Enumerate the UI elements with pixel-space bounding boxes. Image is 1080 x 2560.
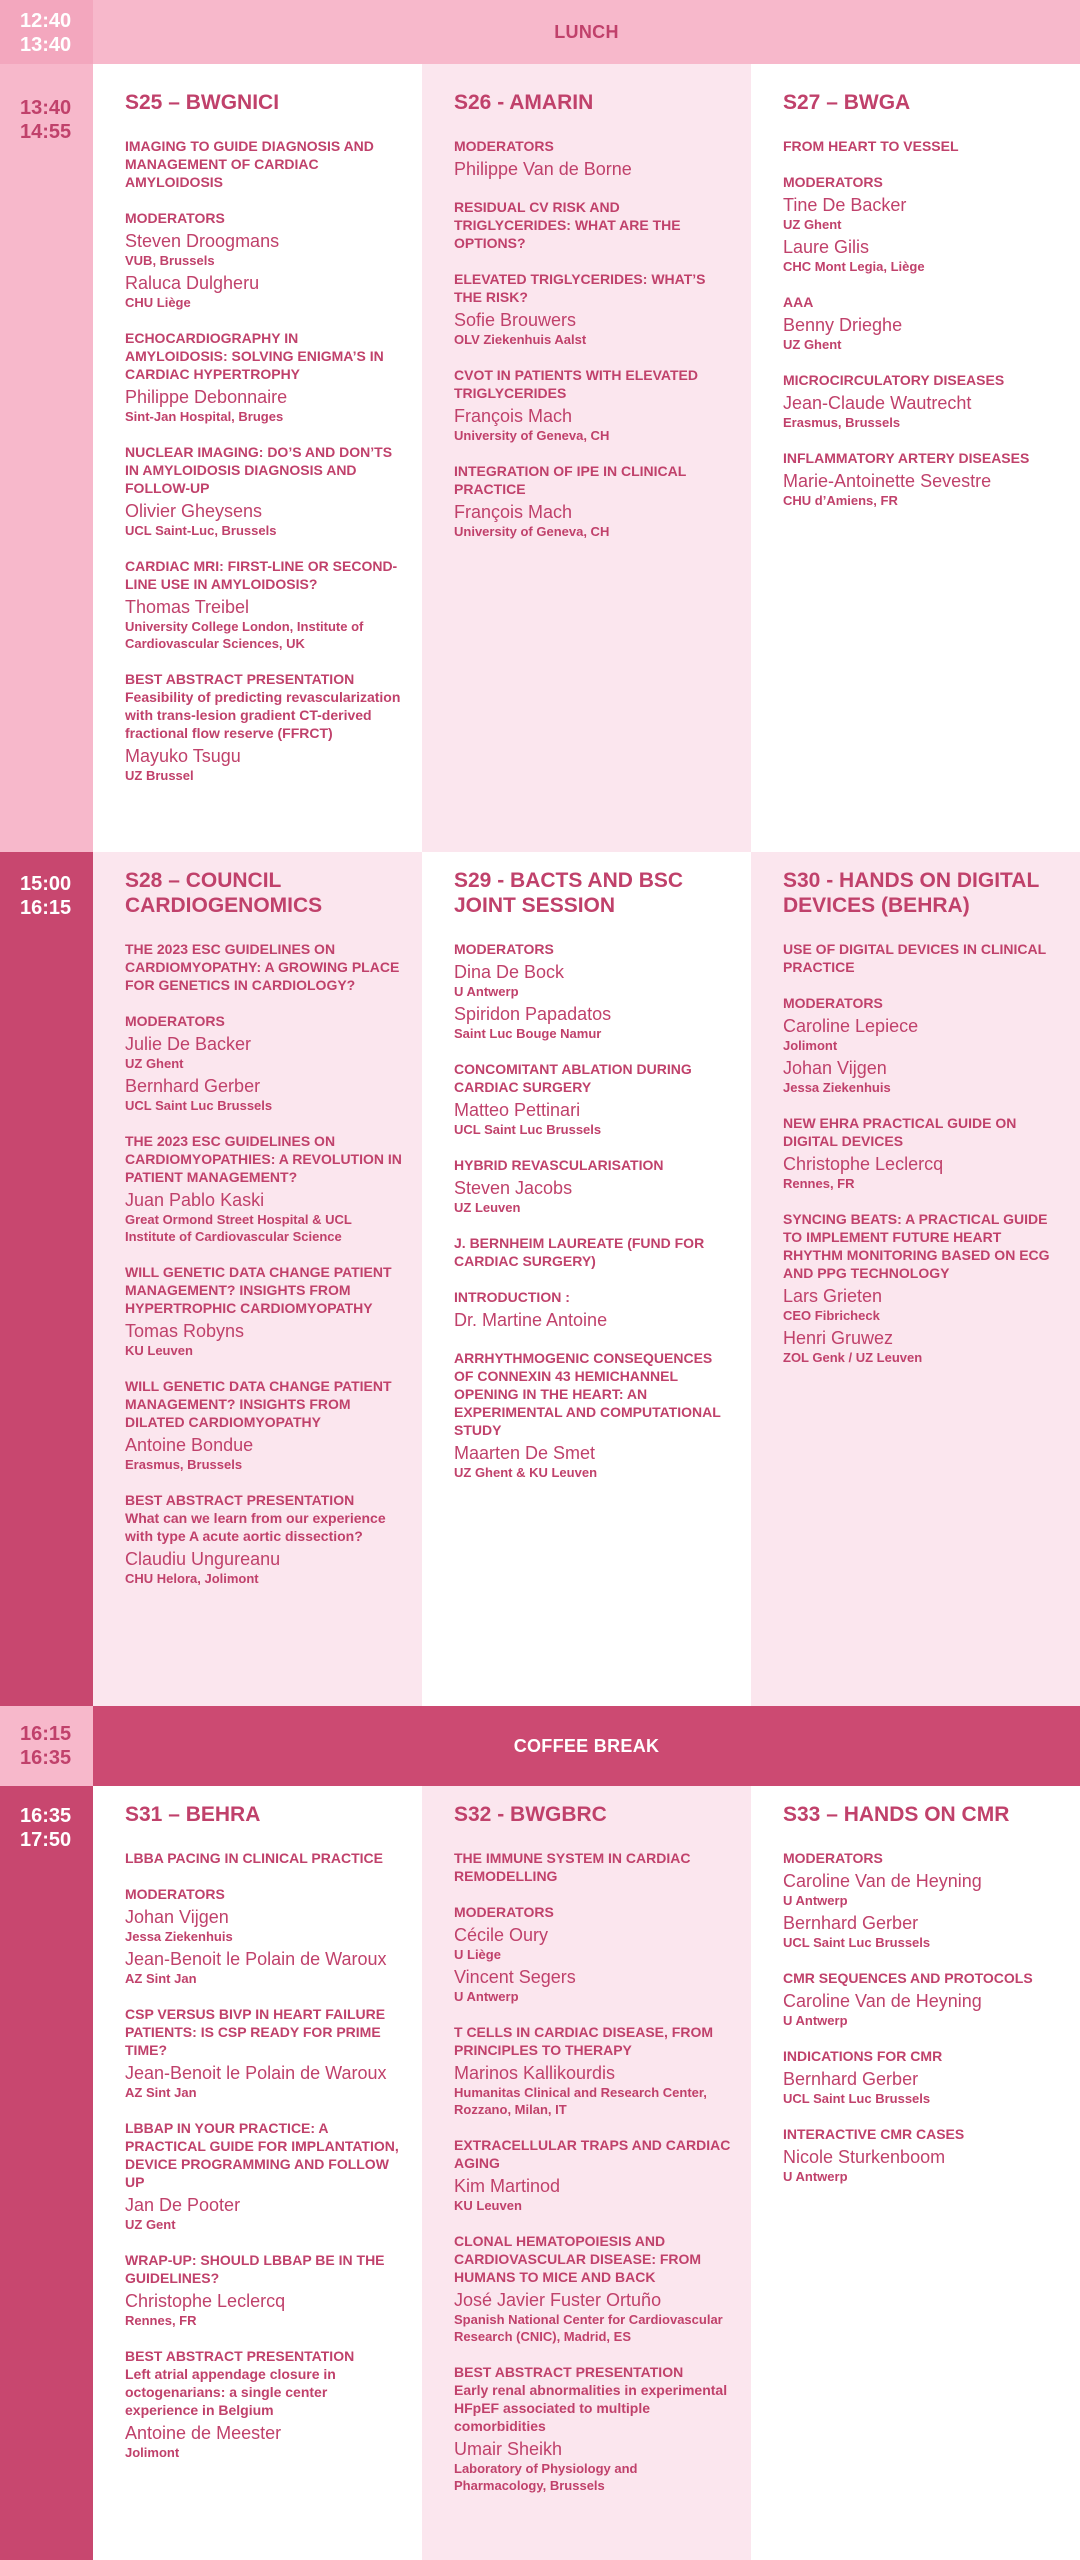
item-heading: THE 2023 ESC GUIDELINES ON CARDIOMYOPATHIES: A REVOLUTION IN PATIENT MANAGEMENT?: [125, 1133, 402, 1185]
item-heading: BEST ABSTRACT PRESENTATION: [125, 671, 355, 687]
speaker-name: Lars Grieten: [783, 1286, 883, 1306]
speaker-affiliation: CHU Liège: [125, 295, 191, 310]
session-title: S26 - AMARIN: [454, 91, 594, 114]
item-heading: CLONAL HEMATOPOIESIS AND CARDIOVASCULAR DISEASE: FROM HUMANS TO MICE AND BACK: [454, 2233, 702, 2285]
session-title: S29 - BACTS AND BSC JOINT SESSION: [454, 869, 684, 917]
speaker-name: Marie-Antoinette Sevestre: [783, 471, 992, 491]
speaker-name: Caroline Van de Heyning: [783, 1991, 982, 2011]
item-heading: THE IMMUNE SYSTEM IN CARDIAC REMODELLING: [454, 1850, 691, 1884]
speaker-affiliation: Rennes, FR: [125, 2313, 197, 2328]
speaker-name: Dr. Martine Antoine: [454, 1310, 608, 1330]
program-item: [125, 940, 404, 994]
speaker-affiliation: UCL Saint Luc Brussels: [125, 1098, 273, 1113]
speaker-affiliation: U Antwerp: [454, 984, 519, 999]
block1-time: [0, 64, 93, 852]
speaker-name: Steven Jacobs: [454, 1178, 573, 1198]
time-end: 16:15: [20, 897, 72, 919]
item-heading: IMAGING TO GUIDE DIAGNOSIS AND MANAGEMENT OF CARDIAC AMYLOIDOSIS: [125, 138, 374, 190]
session-s32: [422, 1786, 751, 2560]
speaker-name: Caroline Van de Heyning: [783, 1871, 982, 1891]
item-heading: NUCLEAR IMAGING: DO’S AND DON’TS IN AMYLOIDOSIS DIAGNOSIS AND FOLLOW-UP: [125, 444, 393, 496]
time-end: 13:40: [20, 34, 72, 56]
speaker-affiliation: Great Ormond Street Hospital & UCL Institute of Cardiovascular Science: [125, 1212, 352, 1244]
item-heading: INDICATIONS FOR CMR: [783, 2048, 943, 2064]
item-heading: ARRHYTHMOGENIC CONSEQUENCES OF CONNEXIN 43 HEMICHANNEL OPENING IN THE HEART: AN EXPERIMENTAL AND COMPUTATIONAL STUDY: [454, 1350, 721, 1438]
program-item: [125, 557, 404, 652]
time-start: 15:00: [20, 873, 72, 895]
speaker-affiliation: Rennes, FR: [783, 1176, 855, 1191]
speaker-affiliation: KU Leuven: [454, 2198, 522, 2213]
speaker-affiliation: U Antwerp: [454, 1989, 519, 2004]
abstract-title: What can we learn from our experience with type A acute aortic dissection?: [125, 1510, 386, 1544]
program-item: [125, 2347, 404, 2461]
speaker-affiliation: UZ Brussel: [125, 768, 194, 783]
session-s26: [422, 64, 751, 852]
program-item: [783, 2047, 1062, 2107]
speaker-name: Sofie Brouwers: [454, 310, 577, 330]
item-heading: MODERATORS: [783, 174, 883, 190]
speaker-name: Jean-Claude Wautrecht: [783, 393, 972, 413]
speaker-affiliation: UCL Saint Luc Brussels: [783, 1935, 931, 1950]
program-item: [125, 1885, 404, 1987]
program-item: [783, 293, 1062, 353]
item-heading: MODERATORS: [125, 1013, 225, 1029]
speaker-name: Antoine de Meester: [125, 2423, 282, 2443]
item-heading: AAA: [783, 294, 814, 310]
program-item: [125, 2119, 404, 2233]
item-heading: FROM HEART TO VESSEL: [783, 138, 959, 154]
item-heading: SYNCING BEATS: A PRACTICAL GUIDE TO IMPLEMENT FUTURE HEART RHYTHM MONITORING BASED ON ECG AND PPG TECHNOLOGY: [783, 1211, 1050, 1281]
speaker-affiliation: CHC Mont Legia, Liège: [783, 259, 925, 274]
speaker-name: Marinos Kallikourdis: [454, 2063, 616, 2083]
speaker-affiliation: CHU d’Amiens, FR: [783, 493, 898, 508]
speaker-name: Christophe Leclercq: [125, 2291, 286, 2311]
session-title: S32 - BWGBRC: [454, 1803, 607, 1826]
program-item: [125, 137, 404, 191]
item-heading: WILL GENETIC DATA CHANGE PATIENT MANAGEMENT? INSIGHTS FROM HYPERTROPHIC CARDIOMYOPATHY: [125, 1264, 392, 1316]
speaker-affiliation: University of Geneva, CH: [454, 428, 610, 443]
speaker-affiliation: Erasmus, Brussels: [783, 415, 901, 430]
speaker-affiliation: Jolimont: [125, 2445, 180, 2460]
speaker-name: Philippe Van de Borne: [454, 159, 632, 179]
block2-row: [0, 852, 1080, 1706]
item-heading: EXTRACELLULAR TRAPS AND CARDIAC AGING: [454, 2137, 731, 2171]
item-heading: LBBAP IN YOUR PRACTICE: A PRACTICAL GUIDE FOR IMPLANTATION, DEVICE PROGRAMMING AND FOLLOW UP: [125, 2120, 399, 2190]
speaker-affiliation: UZ Ghent: [783, 217, 842, 232]
lunch-time: [0, 0, 93, 64]
speaker-name: Spiridon Papadatos: [454, 1004, 612, 1024]
speaker-affiliation: UZ Leuven: [454, 1200, 521, 1215]
speaker-name: Julie De Backer: [125, 1034, 252, 1054]
program-item: [125, 1377, 404, 1473]
speaker-name: Cécile Oury: [454, 1925, 549, 1945]
program-item: [454, 1849, 733, 1885]
speaker-affiliation: U Liège: [454, 1947, 501, 1962]
speaker-affiliation: CEO Fibricheck: [783, 1308, 880, 1323]
speaker-affiliation: OLV Ziekenhuis Aalst: [454, 332, 587, 347]
speaker-name: Bernhard Gerber: [125, 1076, 261, 1096]
program-item: [454, 270, 733, 348]
program-item: [454, 1349, 733, 1481]
time-start: 16:15: [20, 1723, 72, 1745]
coffee-label: COFFEE BREAK: [513, 1735, 660, 1756]
speaker-name: Mayuko Tsugu: [125, 746, 241, 766]
speaker-affiliation: UCL Saint Luc Brussels: [454, 1122, 602, 1137]
speaker-affiliation: ZOL Genk / UZ Leuven: [783, 1350, 923, 1365]
speaker-affiliation: UCL Saint-Luc, Brussels: [125, 523, 277, 538]
speaker-name: Johan Vijgen: [783, 1058, 887, 1078]
item-heading: MODERATORS: [125, 1886, 225, 1902]
item-heading: INTERACTIVE CMR CASES: [783, 2126, 965, 2142]
speaker-affiliation: CHU Helora, Jolimont: [125, 1571, 259, 1586]
program-item: [454, 198, 733, 252]
session-title: S28 – COUNCIL CARDIOGENOMICS: [125, 869, 323, 917]
speaker-name: Vincent Segers: [454, 1967, 576, 1987]
speaker-name: Juan Pablo Kaski: [125, 1190, 265, 1210]
item-heading: HYBRID REVASCULARISATION: [454, 1157, 664, 1173]
session-s30: [751, 852, 1080, 1706]
program-item: [454, 940, 733, 1042]
speaker-name: Johan Vijgen: [125, 1907, 229, 1927]
speaker-name: François Mach: [454, 406, 573, 426]
speaker-name: Steven Droogmans: [125, 231, 280, 251]
speaker-name: Antoine Bondue: [125, 1435, 254, 1455]
program-item: [454, 1288, 733, 1331]
speaker-affiliation: UCL Saint Luc Brussels: [783, 2091, 931, 2106]
speaker-affiliation: UZ Ghent: [125, 1056, 184, 1071]
program-item: [125, 443, 404, 539]
program-item: [783, 1969, 1062, 2029]
speaker-name: Maarten De Smet: [454, 1443, 596, 1463]
speaker-name: Tine De Backer: [783, 195, 907, 215]
program-item: [783, 137, 1062, 155]
speaker-affiliation: Humanitas Clinical and Research Center, Rozzano, Milan, IT: [454, 2085, 707, 2117]
time-end: 17:50: [20, 1829, 72, 1851]
session-s27: [751, 64, 1080, 852]
speaker-name: Bernhard Gerber: [783, 2069, 919, 2089]
session-title: S27 – BWGA: [783, 91, 911, 114]
speaker-name: Dina De Bock: [454, 962, 565, 982]
program-item: [125, 2251, 404, 2329]
item-heading: MODERATORS: [783, 1850, 883, 1866]
speaker-affiliation: UZ Gent: [125, 2217, 176, 2232]
speaker-name: Olivier Gheysens: [125, 501, 263, 521]
program-item: [454, 1156, 733, 1216]
time-end: 16:35: [20, 1747, 72, 1769]
item-heading: CSP VERSUS BIVP IN HEART FAILURE PATIENTS: IS CSP READY FOR PRIME TIME?: [125, 2006, 386, 2058]
item-heading: T CELLS IN CARDIAC DISEASE, FROM PRINCIPLES TO THERAPY: [454, 2024, 714, 2058]
item-heading: ELEVATED TRIGLYCERIDES: WHAT’S THE RISK?: [454, 271, 706, 305]
speaker-name: Nicole Sturkenboom: [783, 2147, 946, 2167]
program-item: [125, 670, 404, 784]
speaker-name: Christophe Leclercq: [783, 1154, 944, 1174]
program-item: [783, 449, 1062, 509]
session-title: S30 - HANDS ON DIGITAL DEVICES (BEHRA): [783, 869, 1039, 917]
time-end: 14:55: [20, 121, 72, 143]
item-heading: MODERATORS: [125, 210, 225, 226]
session-s33: [751, 1786, 1080, 2560]
item-heading: INTEGRATION OF IPE IN CLINICAL PRACTICE: [454, 463, 687, 497]
program-item: [454, 2363, 733, 2494]
speaker-name: Jean-Benoit le Polain de Waroux: [125, 2063, 387, 2083]
session-title: S31 – BEHRA: [125, 1803, 261, 1826]
program-item: [783, 1114, 1062, 1192]
item-heading: BEST ABSTRACT PRESENTATION: [125, 1492, 355, 1508]
speaker-affiliation: University College London, Institute of Cardiovascular Sciences, UK: [125, 619, 364, 651]
item-heading: RESIDUAL CV RISK AND TRIGLYCERIDES: WHAT ARE THE OPTIONS?: [454, 199, 681, 251]
speaker-name: Laure Gilis: [783, 237, 870, 257]
speaker-affiliation: AZ Sint Jan: [125, 1971, 197, 1986]
item-heading: CMR SEQUENCES AND PROTOCOLS: [783, 1970, 1033, 1986]
coffee-row: [0, 1706, 1080, 1786]
time-start: 12:40: [20, 10, 72, 32]
program-item: [125, 1132, 404, 1245]
program-item: [125, 1012, 404, 1114]
program-item: [454, 366, 733, 444]
speaker-affiliation: Jessa Ziekenhuis: [783, 1080, 891, 1095]
program-item: [125, 209, 404, 311]
lunch-row: [0, 0, 1080, 64]
abstract-title: Left atrial appendage closure in octogenarians: a single center experience in Belgium: [125, 2366, 336, 2418]
abstract-title: Feasibility of predicting revascularization with trans-lesion gradient CT-derived fractional flow reserve (FFRCT): [125, 689, 401, 741]
program-item: [783, 371, 1062, 431]
lunch-label: LUNCH: [554, 21, 619, 42]
item-heading: J. BERNHEIM LAUREATE (FUND FOR CARDIAC SURGERY): [454, 1235, 705, 1269]
program-item: [125, 329, 404, 425]
session-s28: [93, 852, 422, 1706]
time-start: 16:35: [20, 1805, 72, 1827]
program-item: [454, 2136, 733, 2214]
program-item: [125, 1491, 404, 1587]
coffee-time: [0, 1706, 93, 1786]
program-item: [454, 2232, 733, 2345]
speaker-name: Philippe Debonnaire: [125, 387, 288, 407]
program-item: [454, 1060, 733, 1138]
speaker-affiliation: Erasmus, Brussels: [125, 1457, 243, 1472]
speaker-name: Jan De Pooter: [125, 2195, 241, 2215]
speaker-name: Kim Martinod: [454, 2176, 561, 2196]
program-item: [454, 462, 733, 540]
program-item: [125, 1849, 404, 1867]
speaker-affiliation: Jessa Ziekenhuis: [125, 1929, 233, 1944]
item-heading: MODERATORS: [454, 1904, 554, 1920]
item-heading: USE OF DIGITAL DEVICES IN CLINICAL PRACTICE: [783, 941, 1046, 975]
item-heading: CARDIAC MRI: FIRST-LINE OR SECOND-LINE USE IN AMYLOIDOSIS?: [125, 558, 398, 592]
program-item: [783, 2125, 1062, 2185]
item-heading: MODERATORS: [454, 941, 554, 957]
speaker-name: Bernhard Gerber: [783, 1913, 919, 1933]
program-item: [783, 1210, 1062, 1366]
speaker-affiliation: University of Geneva, CH: [454, 524, 610, 539]
speaker-affiliation: Spanish National Center for Cardiovascular Research (CNIC), Madrid, ES: [454, 2312, 723, 2344]
speaker-name: Raluca Dulgheru: [125, 273, 260, 293]
item-heading: MICROCIRCULATORY DISEASES: [783, 372, 1005, 388]
program-item: [454, 137, 733, 180]
speaker-name: Umair Sheikh: [454, 2439, 563, 2459]
speaker-name: Tomas Robyns: [125, 1321, 245, 1341]
program-item: [783, 994, 1062, 1096]
speaker-name: Caroline Lepiece: [783, 1016, 919, 1036]
session-title: S33 – HANDS ON CMR: [783, 1803, 1010, 1826]
item-heading: BEST ABSTRACT PRESENTATION: [125, 2348, 355, 2364]
speaker-affiliation: U Antwerp: [783, 1893, 848, 1908]
item-heading: LBBA PACING IN CLINICAL PRACTICE: [125, 1850, 383, 1866]
item-heading: CONCOMITANT ABLATION DURING CARDIAC SURGERY: [454, 1061, 692, 1095]
speaker-name: Benny Drieghe: [783, 315, 903, 335]
item-heading: INFLAMMATORY ARTERY DISEASES: [783, 450, 1030, 466]
time-start: 13:40: [20, 97, 72, 119]
block3-time: [0, 1786, 93, 2560]
item-heading: NEW EHRA PRACTICAL GUIDE ON DIGITAL DEVICES: [783, 1115, 1017, 1149]
item-heading: WILL GENETIC DATA CHANGE PATIENT MANAGEMENT? INSIGHTS FROM DILATED CARDIOMYOPATHY: [125, 1378, 392, 1430]
speaker-affiliation: U Antwerp: [783, 2169, 848, 2184]
block1-row: [0, 64, 1080, 852]
program-item: [783, 940, 1062, 976]
speaker-name: Matteo Pettinari: [454, 1100, 581, 1120]
speaker-affiliation: U Antwerp: [783, 2013, 848, 2028]
item-heading: MODERATORS: [783, 995, 883, 1011]
speaker-affiliation: UZ Ghent: [783, 337, 842, 352]
speaker-affiliation: Jolimont: [783, 1038, 838, 1053]
item-heading: ECHOCARDIOGRAPHY IN AMYLOIDOSIS: SOLVING ENIGMA’S IN CARDIAC HYPERTROPHY: [125, 330, 384, 382]
item-heading: CVOT IN PATIENTS WITH ELEVATED TRIGLYCERIDES: [454, 367, 698, 401]
program-item: [125, 1263, 404, 1359]
speaker-affiliation: KU Leuven: [125, 1343, 193, 1358]
program-item: [783, 1849, 1062, 1951]
item-heading: MODERATORS: [454, 138, 554, 154]
item-heading: WRAP-UP: SHOULD LBBAP BE IN THE GUIDELINES?: [125, 2252, 385, 2286]
program-item: [454, 1903, 733, 2005]
speaker-affiliation: Saint Luc Bouge Namur: [454, 1026, 602, 1041]
item-heading: BEST ABSTRACT PRESENTATION: [454, 2364, 684, 2380]
speaker-name: José Javier Fuster Ortuño: [454, 2290, 662, 2310]
session-title: S25 – BWGNICI: [125, 91, 280, 114]
block3-row: [0, 1786, 1080, 2560]
speaker-name: Henri Gruwez: [783, 1328, 894, 1348]
session-s31: [93, 1786, 422, 2560]
speaker-affiliation: Sint-Jan Hospital, Bruges: [125, 409, 284, 424]
program-item: [783, 173, 1062, 275]
speaker-affiliation: VUB, Brussels: [125, 253, 215, 268]
speaker-affiliation: Laboratory of Physiology and Pharmacology, Brussels: [454, 2461, 638, 2493]
speaker-name: François Mach: [454, 502, 573, 522]
program-item: [454, 2023, 733, 2118]
session-s29: [422, 852, 751, 1706]
speaker-name: Thomas Treibel: [125, 597, 250, 617]
item-heading: INTRODUCTION :: [454, 1289, 570, 1305]
session-s25: [93, 64, 422, 852]
program-item: [125, 2005, 404, 2101]
block2-time: [0, 852, 93, 1706]
speaker-name: Claudiu Ungureanu: [125, 1549, 281, 1569]
program-item: [454, 1234, 733, 1270]
item-heading: THE 2023 ESC GUIDELINES ON CARDIOMYOPATHY: A GROWING PLACE FOR GENETICS IN CARDIOLOGY?: [125, 941, 400, 993]
speaker-affiliation: AZ Sint Jan: [125, 2085, 197, 2100]
speaker-name: Jean-Benoit le Polain de Waroux: [125, 1949, 387, 1969]
abstract-title: Early renal abnormalities in experimental HFpEF associated to multiple comorbidities: [454, 2382, 728, 2434]
speaker-affiliation: UZ Ghent & KU Leuven: [454, 1465, 598, 1480]
